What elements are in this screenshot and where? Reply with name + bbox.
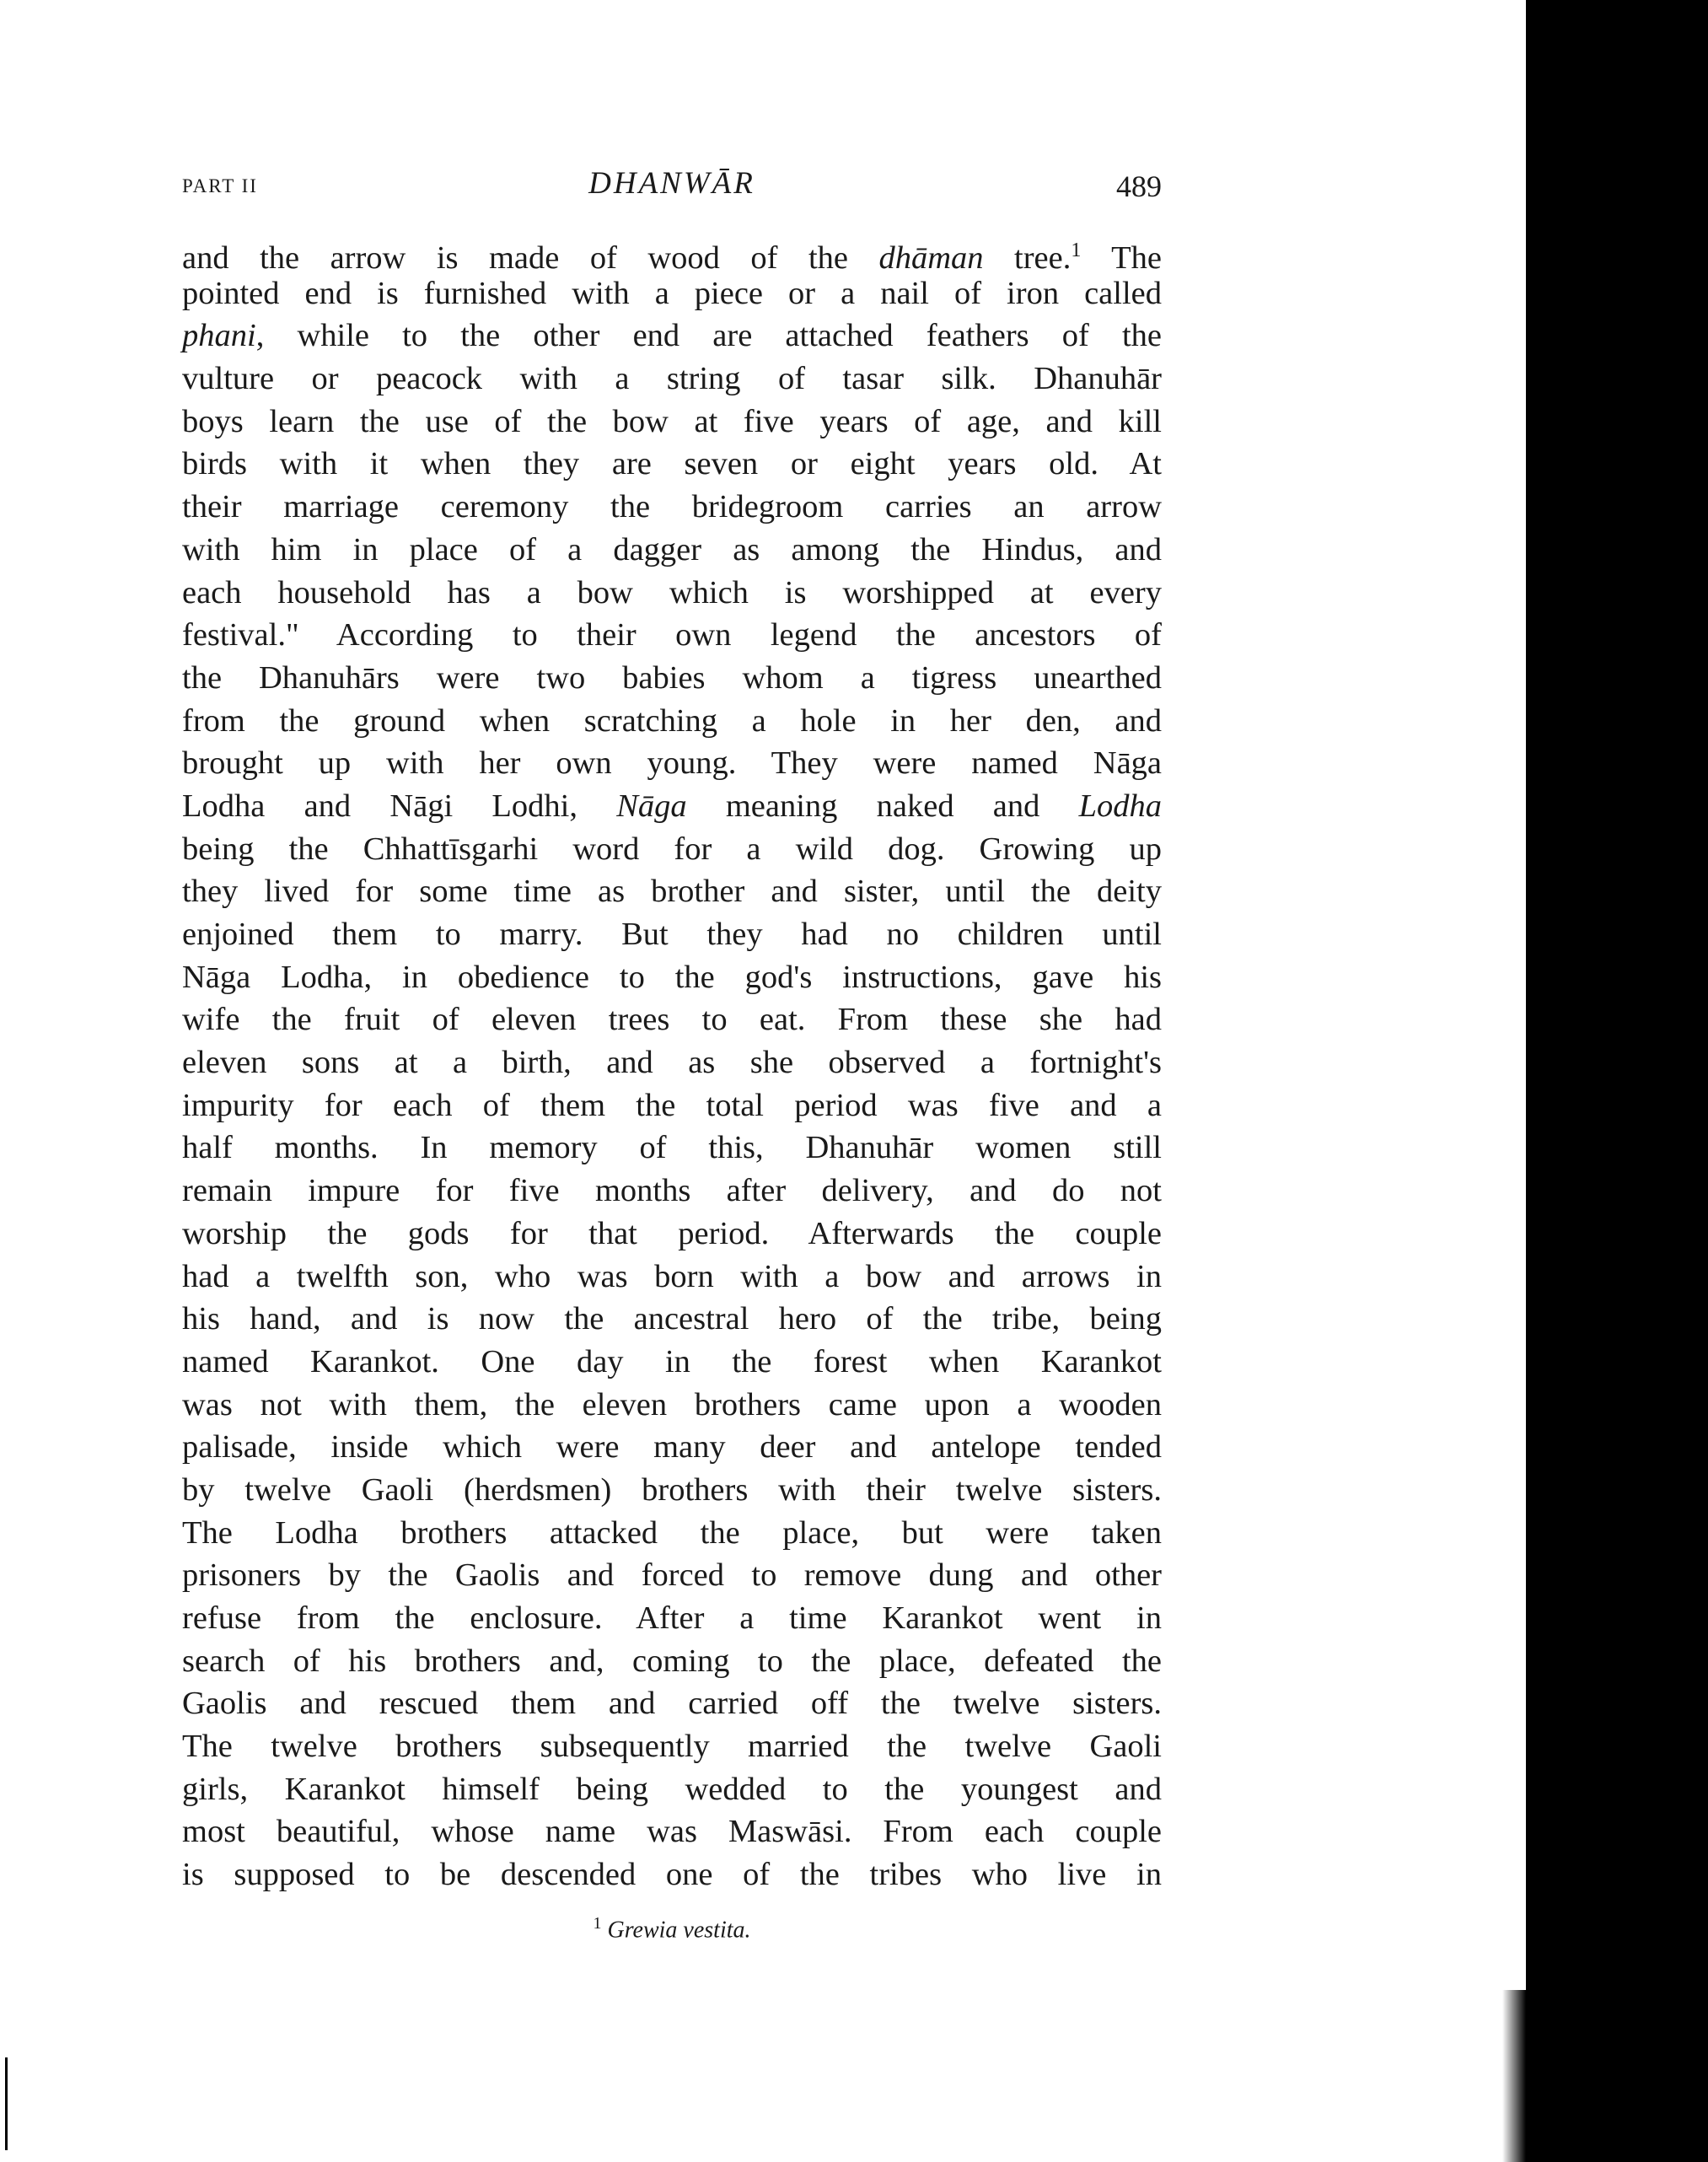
text-segment: refuse from the enclosure. After a time Karankot went in <box>182 1600 1162 1636</box>
text-line <box>182 1127 1162 1170</box>
text-segment: his hand, and is now the ancestral hero of the tribe, being <box>182 1301 1162 1337</box>
text-line <box>182 1810 1162 1853</box>
text-segment: vulture or peacock with a string of tasar silk. Dhanuhār <box>182 361 1162 397</box>
text-segment: festival." According to their own legend the ancestors of <box>182 617 1162 653</box>
text-line <box>182 1597 1162 1640</box>
text-line <box>182 998 1162 1041</box>
footnote-marker: 1 <box>593 1914 602 1933</box>
text-segment: and the arrow is made of wood of the <box>182 239 879 276</box>
text-line <box>182 401 1162 444</box>
text-line <box>182 1384 1162 1427</box>
italic-term: phani <box>182 318 256 354</box>
text-segment: Gaolis and rescued them and carried off the twelve sisters. <box>182 1686 1162 1722</box>
text-segment: meaning naked and <box>686 788 1079 824</box>
text-line <box>182 572 1162 615</box>
text-line <box>182 1768 1162 1811</box>
text-segment: is supposed to be descended one of the tribes who live in <box>182 1857 1162 1893</box>
text-segment: pointed end is furnished with a piece or a nail of iron called <box>182 275 1162 311</box>
scan-dark-edge <box>1526 0 1708 2162</box>
footnote <box>182 1914 1162 1944</box>
text-line <box>182 1512 1162 1555</box>
text-segment: birds with it when they are seven or eight years old. At <box>182 446 1162 482</box>
text-line <box>182 1298 1162 1341</box>
text-segment: named Karankot. One day in the forest when Karankot <box>182 1343 1162 1379</box>
text-segment: enjoined them to marry. But they had no children until <box>182 917 1162 952</box>
italic-term: Lodha <box>1078 788 1162 824</box>
text-segment: brought up with her own young. They were named Nāga <box>182 745 1162 782</box>
text-line <box>182 1084 1162 1127</box>
text-line <box>182 742 1162 785</box>
text-line <box>182 229 1162 276</box>
text-segment: boys learn the use of the bow at five years of age, and kill <box>182 403 1162 439</box>
text-segment: The <box>1081 239 1162 276</box>
text-line <box>182 1256 1162 1299</box>
text-segment: eleven sons at a birth, and as she observed a fortnight's <box>182 1045 1162 1081</box>
text-line <box>182 443 1162 486</box>
text-line <box>182 1725 1162 1768</box>
text-line <box>182 1640 1162 1683</box>
part-label: PART II <box>182 175 258 196</box>
text-line <box>182 828 1162 871</box>
text-segment: most beautiful, whose name was Maswāsi. From each couple <box>182 1814 1162 1850</box>
text-line <box>182 1170 1162 1213</box>
text-line <box>182 1041 1162 1084</box>
text-segment: prisoners by the Gaolis and forced to remove dung and other <box>182 1557 1162 1594</box>
text-segment: had a twelfth son, who was born with a bow and arrows in <box>182 1258 1162 1294</box>
text-line <box>182 1341 1162 1384</box>
text-segment: their marriage ceremony the bridegroom carries an arrow <box>182 489 1162 525</box>
text-segment: with him in place of a dagger as among the Hindus, and <box>182 531 1162 567</box>
text-segment: was not with them, the eleven brothers came upon a wooden <box>182 1386 1162 1423</box>
text-segment: they lived for some time as brother and sister, until the deity <box>182 874 1162 910</box>
running-head <box>182 165 1162 206</box>
text-segment: Lodha and Nāgi Lodhi, <box>182 788 617 824</box>
text-segment: search of his brothers and, coming to the place, defeated the <box>182 1643 1162 1679</box>
text-line <box>182 700 1162 743</box>
text-line <box>182 956 1162 999</box>
page-number: 489 <box>1116 169 1162 203</box>
text-segment: wife the fruit of eleven trees to eat. From these she had <box>182 1002 1162 1038</box>
text-line <box>182 785 1162 828</box>
text-line <box>182 614 1162 657</box>
text-line <box>182 1213 1162 1256</box>
text-line <box>182 1469 1162 1512</box>
text-line <box>182 870 1162 913</box>
text-segment: worship the gods for that period. Afterwards the couple <box>182 1215 1162 1251</box>
text-segment: girls, Karankot himself being wedded to the youngest and <box>182 1771 1162 1807</box>
footnote-ref: 1 <box>1071 239 1082 261</box>
text-line <box>182 1682 1162 1725</box>
text-segment: being the Chhattīsgarhi word for a wild dog. Growing up <box>182 831 1162 867</box>
text-line <box>182 1426 1162 1469</box>
text-line <box>182 486 1162 529</box>
chapter-title: DHANWĀR <box>588 166 755 201</box>
footnote-text: Grewia vestita. <box>607 1917 751 1944</box>
text-segment: The twelve brothers subsequently married the twelve Gaoli <box>182 1729 1162 1765</box>
text-line <box>182 1554 1162 1597</box>
text-segment: by twelve Gaoli (herdsmen) brothers with their twelve sisters. <box>182 1471 1162 1508</box>
text-segment: from the ground when scratching a hole in her den, and <box>182 702 1162 739</box>
text-line <box>182 358 1162 401</box>
text-segment: , while to the other end are attached feathers of the <box>255 318 1162 354</box>
text-line <box>182 272 1162 315</box>
body-text <box>182 229 1162 1896</box>
text-segment: impurity for each of them the total period was five and a <box>182 1087 1162 1123</box>
scan-margin-mark <box>5 2057 8 2150</box>
scan-edge-shadow <box>1502 1990 1536 2162</box>
italic-term: Nāga <box>616 788 687 824</box>
text-segment: Nāga Lodha, in obedience to the god's instructions, gave his <box>182 959 1162 995</box>
text-line <box>182 529 1162 572</box>
text-segment: tree. <box>983 239 1072 276</box>
text-segment: remain impure for five months after delivery, and do not <box>182 1173 1162 1209</box>
text-line <box>182 315 1162 358</box>
text-segment: The Lodha brothers attacked the place, but were taken <box>182 1514 1162 1551</box>
text-line <box>182 657 1162 700</box>
italic-term: dhāman <box>878 239 984 276</box>
text-segment: each household has a bow which is worshipped at every <box>182 574 1162 610</box>
text-segment: the Dhanuhārs were two babies whom a tigress unearthed <box>182 659 1162 696</box>
text-segment: palisade, inside which were many deer and antelope tended <box>182 1429 1162 1466</box>
text-line <box>182 1853 1162 1896</box>
text-line <box>182 913 1162 956</box>
text-segment: half months. In memory of this, Dhanuhār women still <box>182 1130 1162 1166</box>
